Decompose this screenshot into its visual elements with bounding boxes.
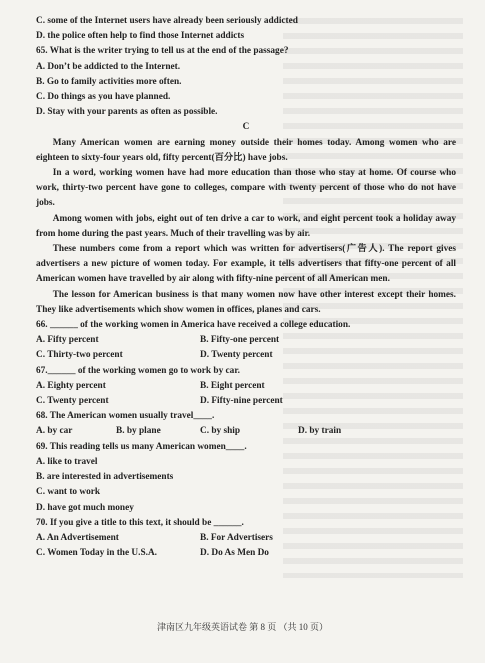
q65-option-d: D. Stay with your parents as often as possible.: [36, 107, 218, 118]
section-letter: C: [242, 122, 250, 133]
q68-options-row: [36, 424, 456, 439]
q65-stem: 65. What is the writer trying to tell us at the end of the passage?: [36, 46, 289, 57]
q64-option-d: D. the police often help to find those Internet addicts: [36, 31, 245, 42]
passage-paragraph: In a word, working women have had more education than those who stay at home. Of course who work, thirty-two percent have gone to colleges, compare with twenty percent of those who do not have jobs.: [36, 168, 456, 209]
q68-option-c: C. by ship: [200, 426, 241, 437]
q68-stem: 68. The American women usually travel____.: [36, 411, 215, 422]
q67-option-b: B. Eight percent: [200, 380, 265, 391]
q70-stem: 70. If you give a title to this text, it should be ______.: [36, 517, 244, 528]
q66-options-row-2: [36, 348, 456, 363]
passage-paragraph: Among women with jobs, eight out of ten drive a car to work, and eight percent took a holiday away from home during the past years. Much of their travelling was by air.: [36, 213, 456, 239]
passage-paragraph: These numbers come from a report which was written for advertisers(广告人). The report gives advertisers a new picture of women today. For example, it tells advertisers that fifty-one percent of all American women have travelled by air along with fifty-nine percent of all American men.: [36, 244, 456, 285]
q69-option-c: C. want to work: [36, 487, 101, 498]
q65-option-b: B. Go to family activities more often.: [36, 76, 182, 87]
q70-option-d: D. Do As Men Do: [200, 548, 269, 559]
page-footer: 津南区九年级英语试卷 第 8 页 （共 10 页）: [156, 622, 328, 632]
q67-options-row-2: [36, 394, 456, 409]
q69-stem: 69. This reading tells us many American women____.: [36, 441, 247, 452]
q70-options-row-1: [36, 531, 456, 546]
q68-option-a: A. by car: [36, 426, 73, 437]
q65-option-c: C. Do things as you have planned.: [36, 92, 171, 103]
q69-option-d: D. have got much money: [36, 502, 134, 513]
q70-option-b: B. For Advertisers: [200, 532, 273, 543]
q69-option-b: B. are interested in advertisements: [36, 472, 174, 483]
q66-option-b: B. Fifty-one percent: [200, 335, 280, 346]
q68-option-d: D. by train: [298, 426, 342, 437]
q66-option-a: A. Fifty percent: [36, 335, 99, 346]
q70-option-c: C. Women Today in the U.S.A.: [36, 548, 157, 559]
page-content: [36, 14, 456, 561]
q70-option-a: A. An Advertisement: [36, 532, 119, 543]
q67-option-c: C. Twenty percent: [36, 396, 109, 407]
q66-option-d: D. Twenty percent: [200, 350, 273, 361]
q66-options-row-1: [36, 333, 456, 348]
q66-option-c: C. Thirty-two percent: [36, 350, 123, 361]
q67-stem: 67.______ of the working women go to work by car.: [36, 365, 240, 376]
q67-option-d: D. Fifty-nine percent: [200, 396, 283, 407]
q68-option-b: B. by plane: [116, 426, 161, 437]
q69-option-a: A. like to travel: [36, 456, 98, 467]
q64-option-c: C. some of the Internet users have already been seriously addicted: [36, 16, 298, 26]
reading-passage: [36, 136, 456, 318]
q67-option-a: A. Eighty percent: [36, 380, 106, 391]
passage-paragraph: The lesson for American business is that many women now have other interest except their homes. They like advertisements which show women in offices, planes and cars.: [36, 289, 456, 315]
q66-stem: 66. ______ of the working women in America have received a college education.: [36, 320, 351, 331]
q67-options-row-1: [36, 379, 456, 394]
passage-paragraph: Many American women are earning money outside their homes today. Among women who are eighteen to sixty-four years old, fifty percent(百分比) have jobs.: [36, 137, 456, 163]
q70-options-row-2: [36, 546, 456, 561]
q65-option-a: A. Don’t be addicted to the Internet.: [36, 61, 181, 72]
